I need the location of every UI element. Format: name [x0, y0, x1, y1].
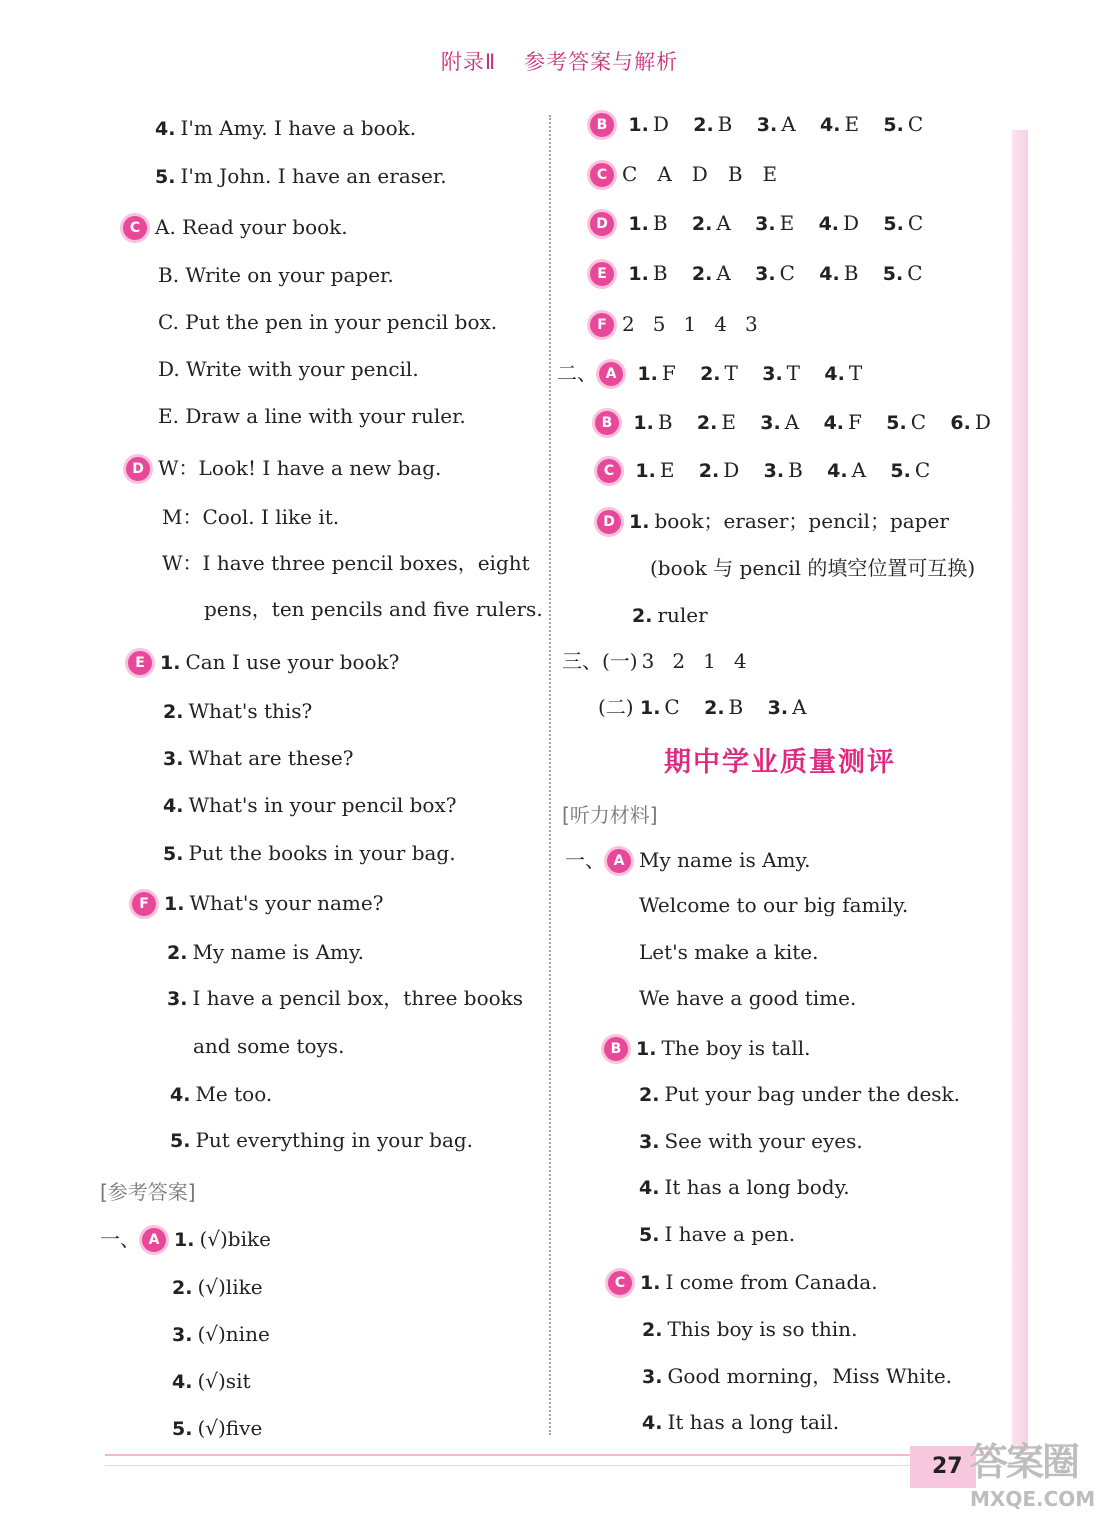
badge-e: E: [590, 262, 614, 286]
answer-a-line: 2. (√)like: [172, 1275, 263, 1299]
answer-a-line: 5. (√)five: [172, 1416, 263, 1440]
badge-c: C: [590, 163, 614, 187]
section-c-line: C. Put the pen in your pencil box.: [158, 310, 498, 334]
section-f-line: 2. My name is Amy.: [167, 940, 364, 964]
answer-row-f1: F 2 5 1 4 3: [590, 311, 776, 337]
listening-c-line: C 1. I come from Canada.: [608, 1269, 878, 1296]
listening-b-line: 3. See with your eyes.: [639, 1129, 863, 1153]
footer-rule-thin: [105, 1465, 985, 1466]
badge-e: E: [128, 651, 152, 675]
badge-b: B: [604, 1037, 628, 1061]
script-line: 4. I'm Amy. I have a book.: [155, 116, 417, 140]
answer-note: (book 与 pencil 的填空位置可互换): [650, 556, 976, 580]
answer-a-line: 4. (√)sit: [172, 1369, 251, 1393]
watermark-url: MXQE.COM: [970, 1487, 1096, 1511]
answer-a-line: 3. (√)nine: [172, 1322, 270, 1346]
badge-a: A: [607, 849, 631, 873]
listening-c-line: 2. This boy is so thin.: [642, 1317, 858, 1341]
answer-row-b1: B 1. D 2. B 3. A 4. E 5. C: [590, 111, 941, 138]
section-c-line: D. Write with your pencil.: [158, 357, 419, 381]
section-f-line: 4. Me too.: [170, 1082, 273, 1106]
badge-a: A: [599, 362, 623, 386]
badge-f: F: [590, 313, 614, 337]
answer-row-d2-2: 2. ruler: [632, 603, 708, 627]
listening-a-line: We have a good time.: [639, 986, 857, 1010]
section-c-line: E. Draw a line with your ruler.: [158, 404, 466, 428]
section-e-line: E 1. Can I use your book?: [128, 649, 399, 676]
badge-a: A: [142, 1228, 166, 1252]
badge-d: D: [126, 457, 150, 481]
section-f-line: 5. Put everything in your bag.: [170, 1128, 474, 1152]
answer-row-d2: D 1. book；eraser；pencil；paper: [597, 508, 949, 535]
section-f-line: and some toys.: [193, 1034, 345, 1058]
midterm-title: 期中学业质量测评: [664, 747, 896, 778]
badge-c: C: [123, 216, 147, 240]
listening-b-line: 5. I have a pen.: [639, 1222, 796, 1246]
listening-b-line: 2. Put your bag under the desk.: [639, 1082, 961, 1106]
answer-row-c1: C C A D B E: [590, 161, 797, 187]
watermark-logo: [970, 1440, 1110, 1530]
listening-c-line: 4. It has a long tail.: [642, 1410, 840, 1434]
answer-row-a2: 二、 A 1. F 2. T 3. T 4. T: [557, 361, 863, 385]
section-e-line: 4. What's in your pencil box?: [163, 793, 457, 817]
listening-label: [听力材料]: [562, 803, 658, 827]
section-f-line: F 1. What's your name?: [132, 890, 383, 917]
answer-row-sec3b: (二) 1. C 2. B 3. A: [598, 695, 807, 719]
answer-key-label: [参考答案]: [100, 1180, 196, 1204]
section-c-line: B. Write on your paper.: [158, 263, 394, 287]
badge-f: F: [132, 892, 156, 916]
header-title: 参考答案与解析: [524, 50, 679, 74]
answer-row-b2: B 1. B 2. E 3. A 4. F 5. C 6. D: [595, 409, 1009, 436]
script-line: 5. I'm John. I have an eraser.: [155, 164, 447, 188]
listening-c-line: 3. Good morning，Miss White.: [642, 1364, 953, 1388]
watermark-text: 答案圈: [970, 1440, 1079, 1484]
listening-a-line: 一、 A My name is Amy.: [565, 848, 811, 872]
section-e-line: 2. What's this?: [163, 699, 313, 723]
appendix-label: 附录Ⅱ: [440, 50, 497, 74]
listening-a-line: Welcome to our big family.: [639, 893, 909, 917]
footer-rule: [105, 1454, 985, 1456]
section-d-line: pens，ten pencils and five rulers.: [204, 597, 543, 621]
answer-row-e1: E 1. B 2. A 3. C 4. B 5. C: [590, 260, 941, 287]
answer-row-d1: D 1. B 2. A 3. E 4. D 5. C: [590, 210, 941, 237]
badge-d: D: [590, 212, 614, 236]
page-header: [0, 46, 1119, 76]
section-d-line: D W：Look! I have a new bag.: [126, 455, 441, 481]
section-e-line: 3. What are these?: [163, 746, 354, 770]
badge-d: D: [597, 510, 621, 534]
right-edge-band: [1012, 130, 1028, 1450]
listening-b-line: 4. It has a long body.: [639, 1175, 850, 1199]
section-d-line: W：I have three pencil boxes，eight: [162, 551, 530, 575]
badge-c: C: [608, 1271, 632, 1295]
listening-b-line: B 1. The boy is tall.: [604, 1035, 811, 1062]
answer-a-line: 一、 A 1. (√)bike: [100, 1227, 271, 1251]
badge-c: C: [597, 459, 621, 483]
listening-a-line: Let's make a kite.: [639, 940, 819, 964]
section-d-line: M：Cool. I like it.: [162, 505, 340, 529]
answer-row-sec3: 三、(一) 3 2 1 4: [562, 649, 747, 673]
answer-row-c2: C 1. E 2. D 3. B 4. A 5. C: [597, 457, 948, 484]
page-number: 27: [910, 1446, 976, 1488]
badge-b: B: [595, 411, 619, 435]
section-e-line: 5. Put the books in your bag.: [163, 841, 456, 865]
section-f-line: 3. I have a pencil box，three books: [167, 986, 524, 1010]
section-c-line: C A. Read your book.: [123, 214, 348, 240]
badge-b: B: [590, 113, 614, 137]
